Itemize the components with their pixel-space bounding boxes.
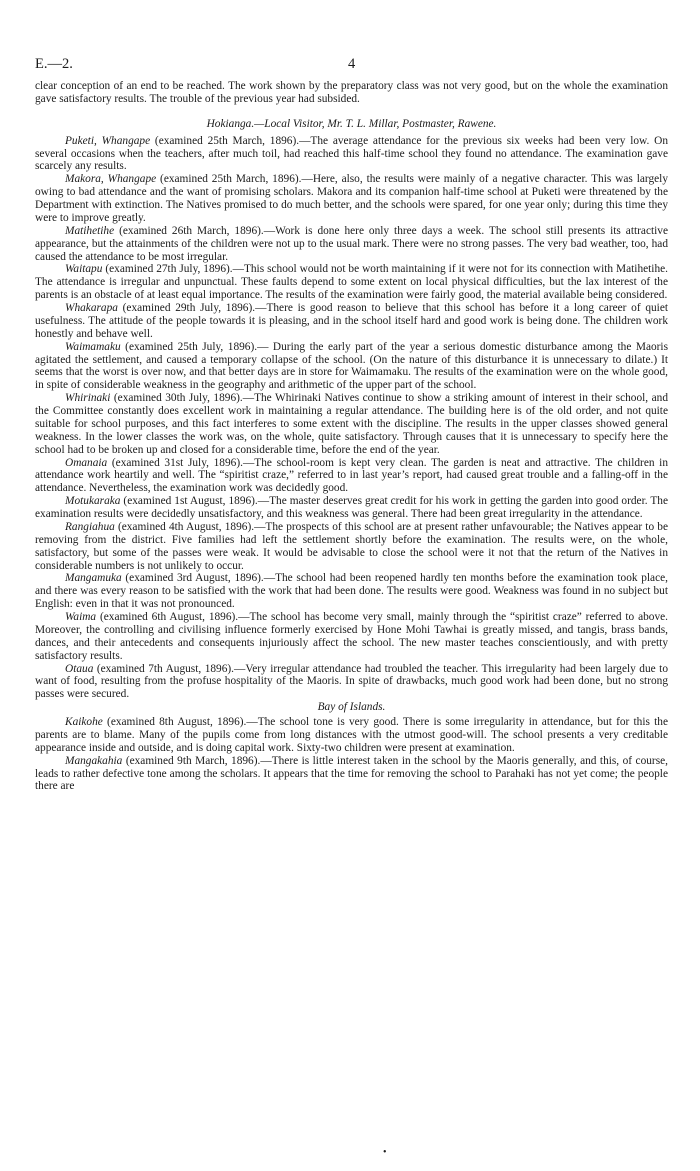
report-body [35,80,668,793]
school-name: Matihetihe [65,224,115,237]
school-name: Motukaraka [65,495,121,508]
school-report-paragraph [35,457,668,496]
school-report-paragraph [35,521,668,573]
school-report-paragraph [35,663,668,702]
school-name: Rangiahua [65,520,115,533]
section-heading-hokianga: Hokianga.—Local Visitor, Mr. T. L. Millar, Postmaster, Rawene. [206,117,497,130]
school-name: Waimamaku [65,340,121,353]
school-name: Waima [65,611,97,623]
school-report-text: (examined 8th August, 1896).—The school tone is very good. There is some irregularity in attendance, but for this the parents are to blame. Many of the pupils come from long distances with the utmost good-will. The school presents a very creditable appearance inside and outside, and is doing capital work. Sixty-two children were present at examination. [35,716,668,754]
school-report-text: (examined 3rd August, 1896).—The school had been reopened hardly ten months before the examination took place, and there was every reason to be satisfied with the work that had been done. The results were good. Weakness was found in no subject but English: even in that it was not pronounced. [35,572,668,611]
school-report-text: (examined 29th July, 1896).—There is good reason to believe that this school has before it a long career of quiet usefulness. The attitude of the people towards it is pleasing, and in the school itself hard and good work is being done. The children work honestly and behave well. [35,302,668,340]
school-report-text: (examined 25th March, 1896).—The average attendance for the previous six weeks had been very low. On several occasions when the teachers, after much toil, had reached this half-time school they found no attendance. The examination gave scarcely any results. [35,134,668,173]
school-name: Whakarapa [65,302,118,314]
school-report-paragraph [35,572,668,611]
school-name: Makora, Whangape [65,173,157,186]
school-report-text: (examined 31st July, 1896).—The school-room is kept very clean. The garden is neat and attractive. The children in attendance work heartily and well. The “spiritist craze,” referred to in last year’s report, had caused great trouble and a falling-off in the attendance. Nevertheless, the examination work was decidedly good. [35,456,668,495]
school-name: Waitapu [65,263,103,276]
document-reference: E.—2. [35,56,73,72]
school-name: Whirinaki [65,392,111,405]
school-name: Omanaia [65,456,108,469]
school-report-text: (examined 27th July, 1896).—This school would not be worth maintaining if it were not for its connection with Matihetihe. The attendance is irregular and unpunctual. These faults depend to some extent on local physical difficulties, but the lax interest of the parents is an obstacle of at least equal importance. The results of the examination were fairly good, the material available being considered. [35,263,668,302]
school-name: Mangakahia [65,754,123,767]
school-name: Kaikohe [65,716,103,728]
school-report-text: (examined 9th March, 1896).—There is little interest taken in the school by the Maoris generally, and this, of course, leads to rather defective tone among the scholars. It appears that the time for removing the school to Parahaki has not yet come; the people there are [35,754,668,793]
school-report-paragraph [35,495,668,521]
school-report-paragraph [35,225,668,264]
school-report-text: (examined 7th August, 1896).—Very irregular attendance had troubled the teacher. This irregularity had been largely due to want of food, resulting from the profuse hospitality of the Maoris. In spite of drawbacks, much good work had been done, but no strong passes were secured. [35,662,668,701]
school-report-paragraph [35,135,668,174]
school-report-paragraph [35,302,668,341]
page-number: 4 [348,56,356,72]
school-report-paragraph [35,263,668,302]
school-name: Mangamuka [65,572,122,585]
school-report-paragraph [35,341,668,393]
section-heading-bay-of-islands: Bay of Islands. [317,701,386,714]
school-report-text: (examined 4th August, 1896).—The prospects of this school are at present rather unfavourable; the Natives appear to be removing from the district. Five families had left the settlement shortly before the examination. The results were, on the whole, satisfactory, but some of the passes were weak. It would be advisable to close the school were it not that the return of the Natives in considerable numbers is not unlikely to occur. [35,520,668,572]
school-report-text: (examined 25th July, 1896).— During the early part of the year a serious domestic disturbance among the Maoris agitated the settlement, and caused a temporary collapse of the school. (On the nature of this disturbance it is unnecessary to dilate.) It seems that the worst is over now, and that better days are in store for Waimamaku. The results of the examination were on the whole good, in spite of considerable weakness in the geography and arithmetic of the upper part of the school. [35,340,668,392]
footer-mark: • [383,1147,387,1158]
school-report-paragraph [35,755,668,794]
school-report-paragraph [35,716,668,755]
school-name: Otaua [65,662,94,675]
school-report-text: (examined 6th August, 1896).—The school has become very small, mainly through the “spiritist craze” referred to above. Moreover, the controlling and civilising influence formerly exercised by Hone Mohi Tawhai is greatly missed, and tangis, brass bands, dances, and their antecedents and consequents injuriously affect the school. The new master teaches conscientiously, and with pretty satisfactory results. [35,611,668,662]
section-hokianga [35,135,668,702]
school-report-paragraph [35,392,668,456]
school-report-paragraph [35,611,668,663]
school-name: Puketi, Whangape [65,134,151,147]
school-report-text: (examined 30th July, 1896).—The Whirinaki Natives continue to show a striking amount of interest in their school, and the Committee constantly does excellent work in maintaining a regular attendance. The building here is of the old order, and not quite suitable for school purposes, and this fact interferes to some extent with the discipline. The results in the upper classes showed general weakness. In the lower classes the work was, on the whole, quite satisfactory. Through causes that it is unnecessary to specify here the school had to be broken up and closed for a considerable time, before the end of the year. [35,392,668,456]
school-report-paragraph [35,173,668,225]
page-header [35,56,668,74]
section-bay-of-islands [35,716,668,793]
school-report-text: (examined 26th March, 1896).—Work is done here only three days a week. The school still presents its attractive appearance, but the attainments of the children were not up to the usual mark. There were no strong passes. The very bad weather, too, had caused the attendance to be most irregular. [35,224,668,263]
school-report-text: (examined 25th March, 1896).—Here, also, the results were mainly of a negative character. This was largely owing to bad attendance and the want of promising scholars. Makora and its companion half-time school at Puketi were threatened by the Department with extinction. The Natives promised to do much better, and the schools were spared, for one year only; during this time they were to improve greatly. [35,173,668,224]
school-report-text: (examined 1st August, 1896).—The master deserves great credit for his work in getting the garden into good order. The examination results were decidedly unsatisfactory, and this weakness was general. There had been great irregularity in the attendance. [35,495,668,520]
intro-paragraph: clear conception of an end to be reached. The work shown by the preparatory class was not very good, but on the whole the examination gave satisfactory results. The trouble of the previous year had subsided. [35,80,668,105]
